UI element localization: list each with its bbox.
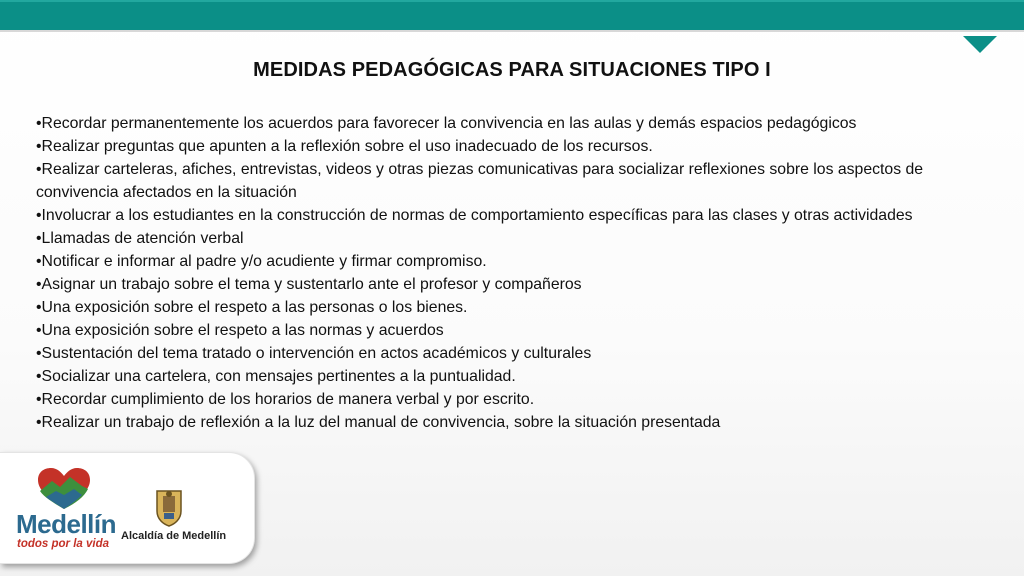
bullet-item: •Una exposición sobre el respeto a las personas o los bienes. [36,299,468,316]
alcaldia-name: Alcaldía de Medellín [121,530,227,542]
alcaldia-logo [121,487,231,547]
bullet-list [36,112,996,434]
bullet-item: •Notificar e informar al padre y/o acudiente y firmar compromiso. [36,253,487,270]
medellin-logo [16,467,116,553]
medellin-tagline: todos por la vida [17,538,110,550]
bullet-item: •Sustentación del tema tratado o intervención en actos académicos y culturales [36,345,592,362]
bullet-item: •Asignar un trabajo sobre el tema y sustentarlo ante el profesor y compañeros [36,276,582,293]
logo-panel [0,452,255,564]
bullet-item: •Socializar una cartelera, con mensajes pertinentes a la puntualidad. [36,368,516,385]
bullet-item: •Involucrar a los estudiantes en la construcción de normas de comportamiento específicas para las clases y otras actividades [36,207,913,224]
top-banner [0,0,1024,32]
slide-title: MEDIDAS PEDAGÓGICAS PARA SITUACIONES TIPO I [253,59,771,81]
heart-mountains-icon [36,467,92,511]
coat-of-arms-icon [154,487,184,527]
bullet-item: •Realizar un trabajo de reflexión a la luz del manual de convivencia, sobre la situación presentada [36,414,721,431]
bullet-item: •Recordar permanentemente los acuerdos para favorecer la convivencia en las aulas y demás espacios pedagógicos [36,115,857,132]
medellin-name: Medellín [16,509,117,539]
bullet-item: •Llamadas de atención verbal [36,230,244,247]
top-banner-highlight [0,0,1024,2]
bullet-item: •Recordar cumplimiento de los horarios de manera verbal y por escrito. [36,391,535,408]
bullet-item: •Una exposición sobre el respeto a las normas y acuerdos [36,322,444,339]
bullet-item: •Realizar carteleras, afiches, entrevistas, videos y otras piezas comunicativas para socializar reflexiones sobre los aspectos de convivencia afectados en la situación [36,161,924,201]
corner-triangle-icon [963,36,997,53]
bullet-item: •Realizar preguntas que apunten a la reflexión sobre el uso inadecuado de los recursos. [36,138,653,155]
